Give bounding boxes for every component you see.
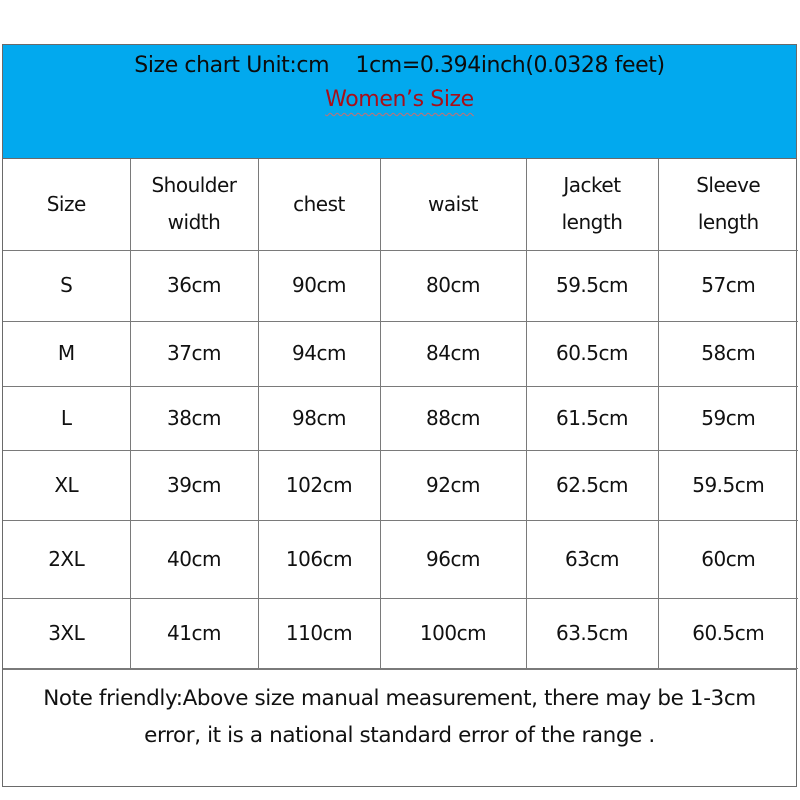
table-cell: 98cm <box>258 386 380 450</box>
table-cell: 59.5cm <box>658 450 798 520</box>
table-cell: 106cm <box>258 520 380 598</box>
table-cell: 61.5cm <box>526 386 658 450</box>
table-cell: 80cm <box>380 250 526 321</box>
table-cell: 90cm <box>258 250 380 321</box>
table-cell: 100cm <box>380 598 526 668</box>
table-cell: S <box>3 250 130 321</box>
table-cell: 2XL <box>3 520 130 598</box>
table-cell: M <box>3 321 130 386</box>
column-header-jacket-length: Jacket length <box>526 159 658 250</box>
table-cell: 110cm <box>258 598 380 668</box>
table-cell: XL <box>3 450 130 520</box>
table-cell: 62.5cm <box>526 450 658 520</box>
table-row <box>3 386 798 450</box>
column-header-size: Size <box>3 159 130 250</box>
table-row <box>3 520 798 598</box>
table-cell: 88cm <box>380 386 526 450</box>
column-header-waist: waist <box>380 159 526 250</box>
table-cell: 84cm <box>380 321 526 386</box>
table-cell: 60.5cm <box>658 598 798 668</box>
size-table <box>3 159 798 669</box>
womens-size-title <box>3 87 796 112</box>
table-cell: 58cm <box>658 321 798 386</box>
table-cell: 38cm <box>130 386 258 450</box>
table-cell: 92cm <box>380 450 526 520</box>
table-cell: 3XL <box>3 598 130 668</box>
column-header-shoulder-width: Shoulder width <box>130 159 258 250</box>
table-row <box>3 598 798 668</box>
table-cell: 37cm <box>130 321 258 386</box>
table-header-row <box>3 159 798 250</box>
column-header-sleeve-length: Sleeve length <box>658 159 798 250</box>
table-cell: 57cm <box>658 250 798 321</box>
size-chart-header <box>3 45 796 159</box>
table-cell: 96cm <box>380 520 526 598</box>
table-cell: 102cm <box>258 450 380 520</box>
table-row <box>3 250 798 321</box>
table-cell: 41cm <box>130 598 258 668</box>
table-cell: 39cm <box>130 450 258 520</box>
table-cell: 63cm <box>526 520 658 598</box>
size-chart <box>2 44 797 787</box>
table-cell: 59.5cm <box>526 250 658 321</box>
note-line-2: error, it is a national standard error of the range . <box>144 723 655 748</box>
table-cell: L <box>3 386 130 450</box>
womens-size-label: Women’s Size <box>325 87 474 112</box>
table-cell: 36cm <box>130 250 258 321</box>
measurement-note <box>3 669 796 787</box>
table-cell: 94cm <box>258 321 380 386</box>
unit-conversion-title: Size chart Unit:cm 1cm=0.394inch(0.0328 feet) <box>134 53 665 78</box>
column-header-chest: chest <box>258 159 380 250</box>
table-row <box>3 321 798 386</box>
note-line-1: Note friendly:Above size manual measurement, there may be 1-3cm <box>43 686 756 711</box>
table-cell: 63.5cm <box>526 598 658 668</box>
table-cell: 60.5cm <box>526 321 658 386</box>
table-cell: 40cm <box>130 520 258 598</box>
table-cell: 60cm <box>658 520 798 598</box>
table-cell: 59cm <box>658 386 798 450</box>
table-row <box>3 450 798 520</box>
